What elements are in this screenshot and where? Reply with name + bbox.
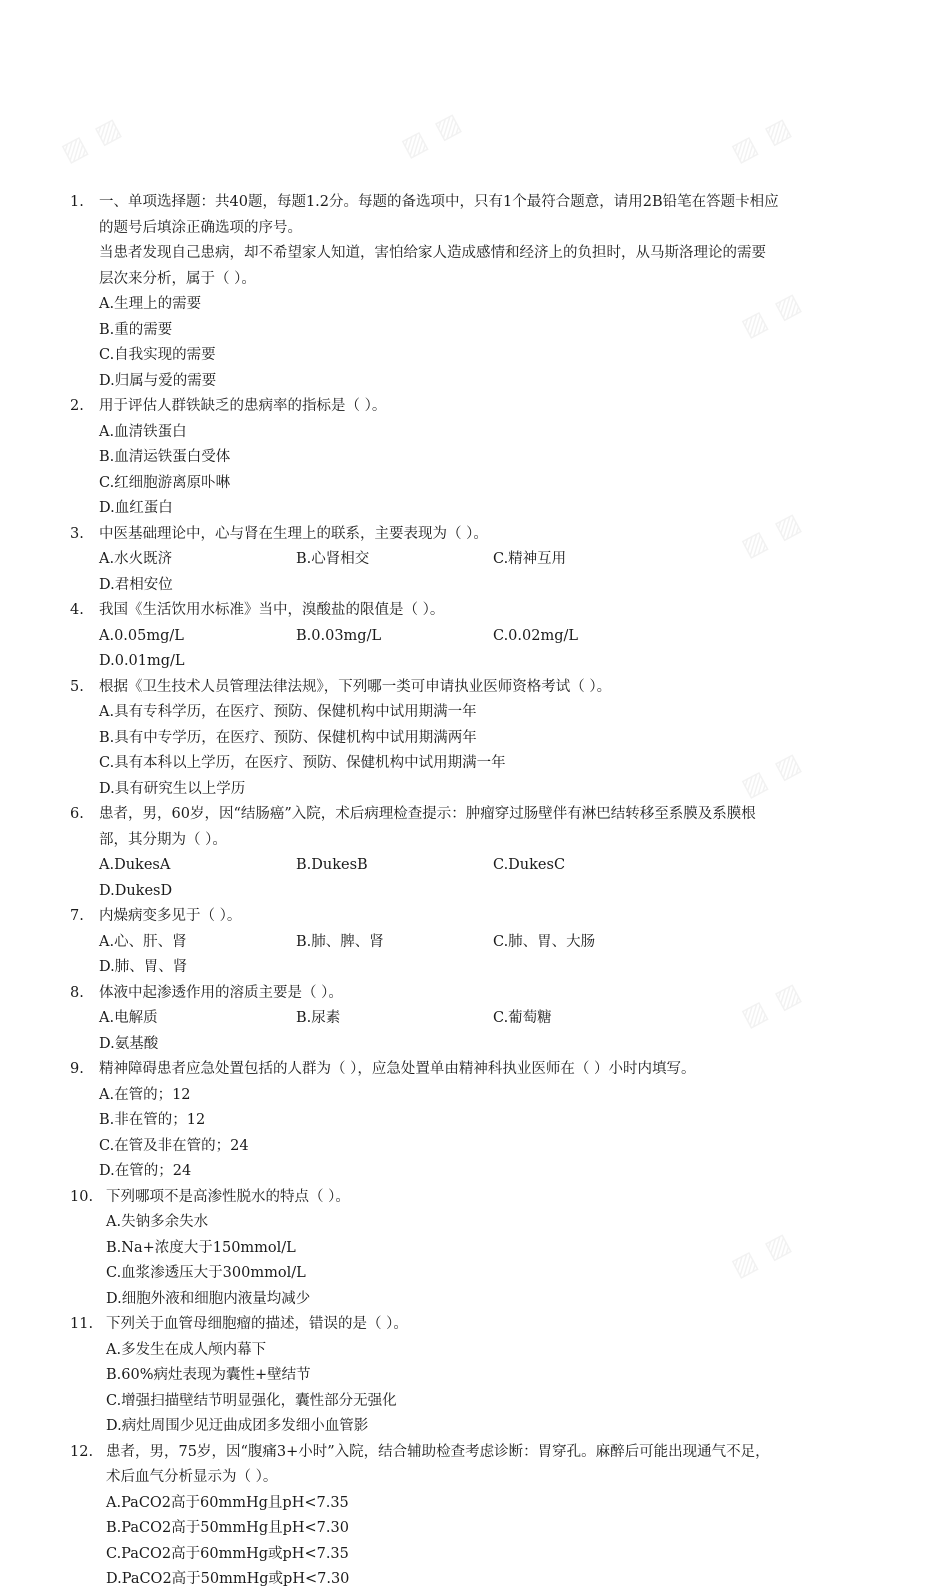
option-d[interactable]: D.DukesD — [99, 882, 173, 899]
options — [99, 930, 875, 981]
question-text: 患者，男，75岁，因“腹痛3+小时”入院，结合辅助检查考虑诊断：胃穿孔。麻醉后可能出现通气不足， — [106, 1443, 770, 1460]
option-a[interactable]: A.电解质 — [99, 1010, 158, 1026]
options — [106, 1491, 875, 1593]
question-text: 内燥病变多见于（ ）。 — [99, 908, 242, 924]
option-d[interactable]: D.氨基酸 — [99, 1035, 159, 1052]
question-number: 9. — [70, 1061, 84, 1077]
question-text: 患者，男，60岁，因“结肠癌”入院，术后病理检查提示：肿瘤穿过肠壁伴有淋巴结转移至系膜及系膜根 — [99, 806, 756, 822]
options — [106, 1338, 875, 1440]
option-b[interactable]: B.60%病灶表现为囊性+壁结节 — [106, 1367, 311, 1383]
option-b[interactable]: B.0.03mg/L — [296, 627, 382, 644]
question-8 — [70, 981, 875, 1058]
watermark: ▨ ▨ — [726, 111, 798, 169]
option-d[interactable]: D.具有研究生以上学历 — [99, 780, 246, 797]
question-number: 12. — [70, 1443, 94, 1460]
options — [99, 624, 875, 675]
option-a[interactable]: A.PaCO2高于60mmHg且pH<7.35 — [106, 1494, 349, 1511]
watermark: ▨ ▨ — [396, 106, 468, 164]
option-c[interactable]: C.红细胞游离原卟啉 — [99, 474, 231, 491]
question-text: 根据《卫生技术人员管理法律法规》，下列哪一类可申请执业医师资格考试（ ）。 — [99, 678, 612, 695]
question-number: 3. — [70, 525, 84, 542]
watermark: ▨ ▨ — [736, 286, 808, 344]
option-c[interactable]: C.增强扫描壁结节明显强化，囊性部分无强化 — [106, 1392, 397, 1409]
options — [99, 700, 875, 802]
option-a[interactable]: A.心、肝、肾 — [99, 933, 187, 950]
question-text: 术后血气分析显示为（ ）。 — [106, 1469, 278, 1485]
options — [99, 420, 875, 522]
watermark: ▨ ▨ — [56, 111, 128, 169]
question-number: 4. — [70, 602, 84, 618]
option-b[interactable]: B.尿素 — [296, 1010, 341, 1026]
option-d[interactable]: D.0.01mg/L — [99, 653, 185, 669]
question-2 — [70, 394, 875, 522]
option-a[interactable]: A.血清铁蛋白 — [99, 423, 187, 440]
question-text: 下列关于血管母细胞瘤的描述，错误的是（ ）。 — [106, 1316, 408, 1332]
question-text: 部，其分期为（ ）。 — [99, 831, 227, 848]
option-d[interactable]: D.血红蛋白 — [99, 500, 173, 516]
option-b[interactable]: B.具有中专学历，在医疗、预防、保健机构中试用期满两年 — [99, 729, 477, 746]
watermark: ▨ ▨ — [736, 506, 808, 564]
question-text: 下列哪项不是高渗性脱水的特点（ ）。 — [106, 1188, 350, 1205]
options — [99, 853, 875, 904]
question-3 — [70, 522, 875, 599]
option-b[interactable]: B.血清运铁蛋白受体 — [99, 449, 231, 465]
question-number: 10. — [70, 1188, 94, 1205]
option-a[interactable]: A.DukesA — [99, 857, 171, 873]
question-text: 精神障碍患者应急处置包括的人群为（ ），应急处置单由精神科执业医师在（ ）小时内填写。 — [99, 1061, 696, 1077]
option-b[interactable]: B.重的需要 — [99, 321, 173, 338]
option-a[interactable]: A.在管的；12 — [99, 1086, 191, 1103]
option-a[interactable]: A.具有专科学历，在医疗、预防、保健机构中试用期满一年 — [99, 704, 477, 720]
option-c[interactable]: C.肺、胃、大肠 — [493, 933, 596, 950]
question-number: 1. — [70, 194, 84, 210]
option-c[interactable]: C.葡萄糖 — [493, 1010, 552, 1026]
option-c[interactable]: C.PaCO2高于60mmHg或pH<7.35 — [106, 1545, 349, 1562]
option-b[interactable]: B.PaCO2高于50mmHg且pH<7.30 — [106, 1520, 349, 1536]
question-9 — [70, 1057, 875, 1185]
question-text: 的题号后填涂正确选项的序号。 — [99, 219, 302, 236]
question-7 — [70, 904, 875, 981]
question-11 — [70, 1312, 875, 1440]
question-10 — [70, 1185, 875, 1313]
question-number: 7. — [70, 908, 84, 924]
question-number: 2. — [70, 398, 84, 414]
option-b[interactable]: B.心肾相交 — [296, 551, 370, 567]
question-list — [70, 190, 875, 1593]
option-d[interactable]: D.在管的；24 — [99, 1163, 192, 1179]
question-text: 中医基础理论中，心与肾在生理上的联系，主要表现为（ ）。 — [99, 525, 488, 542]
option-b[interactable]: B.DukesB — [296, 857, 368, 873]
option-c[interactable]: C.自我实现的需要 — [99, 347, 216, 363]
question-text: 我国《生活饮用水标准》当中，溴酸盐的限值是（ ）。 — [99, 602, 445, 618]
question-text: 当患者发现自己患病，却不希望家人知道，害怕给家人造成感情和经济上的负担时，从马斯洛理论的需要 — [99, 245, 766, 261]
option-c[interactable]: C.具有本科以上学历，在医疗、预防、保健机构中试用期满一年 — [99, 755, 506, 771]
option-c[interactable]: C.血浆渗透压大于300mmol/L — [106, 1265, 306, 1281]
option-b[interactable]: B.Na+浓度大于150mmol/L — [106, 1239, 296, 1256]
question-number: 6. — [70, 806, 84, 822]
question-text: 体液中起渗透作用的溶质主要是（ ）。 — [99, 984, 343, 1001]
question-text: 用于评估人群铁缺乏的患病率的指标是（ ）。 — [99, 398, 387, 414]
option-c[interactable]: C.DukesC — [493, 857, 566, 873]
watermark: ▨ ▨ — [736, 976, 808, 1034]
option-a[interactable]: A.失钠多余失水 — [106, 1214, 209, 1230]
question-4 — [70, 598, 875, 675]
question-text: 层次来分析，属于（ ）。 — [99, 270, 256, 287]
options — [99, 292, 875, 394]
question-number: 8. — [70, 984, 84, 1001]
question-1 — [70, 190, 875, 394]
option-c[interactable]: C.0.02mg/L — [493, 627, 579, 644]
option-b[interactable]: B.非在管的；12 — [99, 1112, 206, 1128]
option-d[interactable]: D.归属与爱的需要 — [99, 372, 217, 389]
options — [99, 1006, 875, 1057]
option-a[interactable]: A.水火既济 — [99, 551, 173, 567]
option-c[interactable]: C.在管及非在管的；24 — [99, 1137, 249, 1154]
question-6 — [70, 802, 875, 904]
options — [106, 1210, 875, 1312]
option-a[interactable]: A.生理上的需要 — [99, 296, 202, 312]
option-d[interactable]: D.细胞外液和细胞内液量均减少 — [106, 1290, 311, 1307]
question-text: 一、单项选择题：共40题，每题1.2分。每题的备选项中，只有1个最符合题意，请用2B铅笔在答题卡相应 — [99, 194, 779, 210]
option-b[interactable]: B.肺、脾、肾 — [296, 933, 384, 950]
watermark: ▨ ▨ — [736, 746, 808, 804]
option-d[interactable]: D.PaCO2高于50mmHg或pH<7.30 — [106, 1571, 350, 1587]
watermark: ▨ ▨ — [726, 1226, 798, 1284]
question-number: 5. — [70, 678, 84, 695]
question-12 — [70, 1440, 875, 1593]
option-d[interactable]: D.病灶周围少见迂曲成团多发细小血管影 — [106, 1418, 369, 1434]
question-number: 11. — [70, 1316, 94, 1332]
option-c[interactable]: C.精神互用 — [493, 551, 567, 567]
options — [99, 547, 875, 598]
options — [99, 1083, 875, 1185]
option-d[interactable]: D.肺、胃、肾 — [99, 959, 188, 975]
option-d[interactable]: D.君相安位 — [99, 576, 173, 593]
option-a[interactable]: A.多发生在成人颅内幕下 — [106, 1341, 267, 1358]
option-a[interactable]: A.0.05mg/L — [99, 627, 184, 644]
question-5 — [70, 675, 875, 803]
